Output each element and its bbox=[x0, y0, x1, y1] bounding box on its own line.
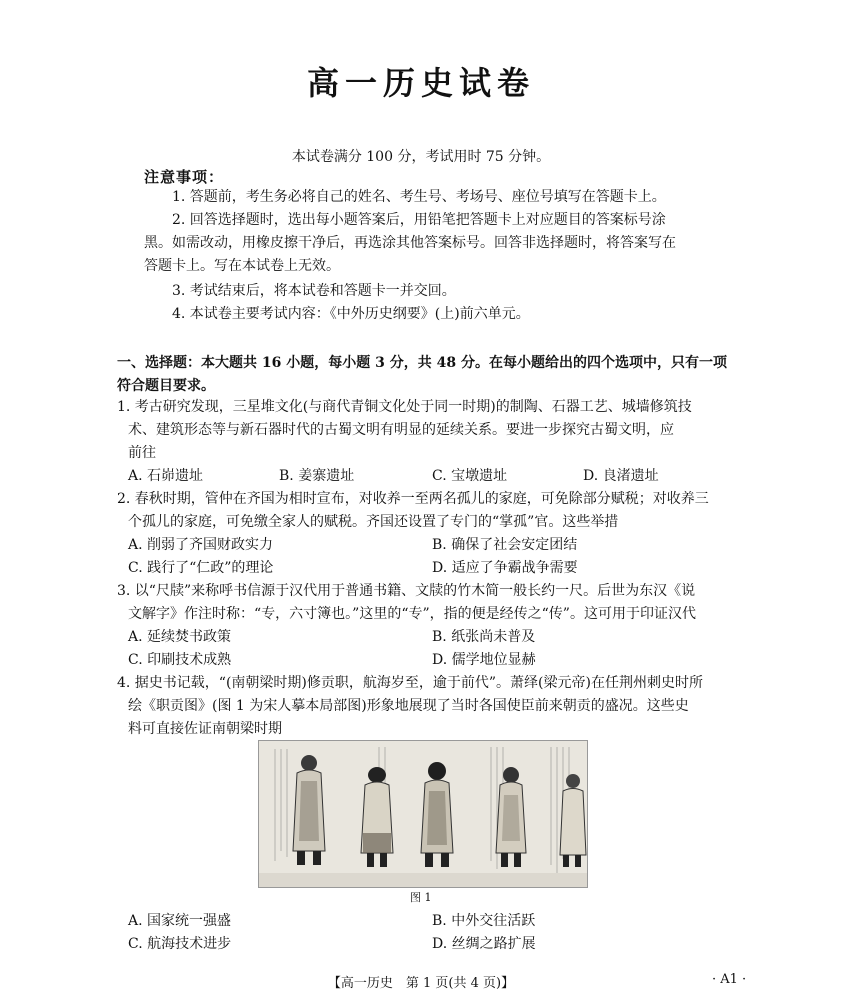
question-1-option-c[interactable]: C. 宝墩遗址 bbox=[432, 468, 508, 484]
painting-illustration bbox=[259, 741, 587, 887]
notice-item: 答题卡上。写在本试卷上无效。 bbox=[144, 258, 340, 274]
question-4-option-b[interactable]: B. 中外交往活跃 bbox=[432, 913, 536, 929]
figure-caption: 图 1 bbox=[410, 891, 432, 904]
question-4-option-a[interactable]: A. 国家统一强盛 bbox=[128, 913, 232, 929]
notice-item: 2. 回答选择题时，选出每小题答案后，用铅笔把答题卡上对应题目的答案标号涂 bbox=[172, 212, 666, 228]
question-3-option-b[interactable]: B. 纸张尚未普及 bbox=[432, 629, 536, 645]
question-2-option-b[interactable]: B. 确保了社会安定团结 bbox=[432, 537, 578, 553]
question-2-option-c[interactable]: C. 践行了“仁政”的理论 bbox=[128, 560, 274, 576]
tribute-painting-figure bbox=[258, 740, 588, 888]
question-2-option-d[interactable]: D. 适应了争霸战争需要 bbox=[432, 560, 578, 576]
question-3-line: 文解字》作注时称：“专，六寸簿也。”这里的“专”，指的便是经传之“传”。这可用于印证汉代 bbox=[128, 606, 696, 622]
question-3-option-c[interactable]: C. 印刷技术成熟 bbox=[128, 652, 232, 668]
question-3-line: 3. 以“尺牍”来称呼书信源于汉代用于普通书籍、文牍的竹木简一般长约一尺。后世为东汉《说 bbox=[117, 583, 696, 599]
question-3-option-a[interactable]: A. 延续焚书政策 bbox=[128, 629, 232, 645]
notice-item: 1. 答题前，考生务必将自己的姓名、考生号、考场号、座位号填写在答题卡上。 bbox=[172, 189, 666, 205]
question-4-option-d[interactable]: D. 丝绸之路扩展 bbox=[432, 936, 536, 952]
question-3-option-d[interactable]: D. 儒学地位显赫 bbox=[432, 652, 536, 668]
notice-item: 4. 本试卷主要考试内容：《中外历史纲要》(上)前六单元。 bbox=[172, 306, 530, 322]
question-1-line: 术、建筑形态等与新石器时代的古蜀文明有明显的延续关系。要进一步探究古蜀文明，应 bbox=[128, 422, 674, 438]
question-4-line: 绘《职贡图》(图 1 为宋人摹本局部图)形象地展现了当时各国使臣前来朝贡的盛况。这些史 bbox=[128, 698, 689, 714]
question-2-line: 2. 春秋时期，管仲在齐国为相时宣布，对收养一至两名孤儿的家庭，可免除部分赋税；对收养三 bbox=[117, 491, 709, 507]
notice-item: 黑。如需改动，用橡皮擦干净后，再选涂其他答案标号。回答非选择题时，将答案写在 bbox=[144, 235, 676, 251]
paper-code: · A1 · bbox=[712, 972, 747, 987]
section-heading: 一、选择题：本大题共 16 小题，每小题 3 分，共 48 分。在每小题给出的四个选项中，只有一项符合题目要求。 bbox=[117, 355, 727, 394]
question-4-line: 料可直接佐证南朝梁时期 bbox=[128, 721, 282, 737]
notice-heading: 注意事项： bbox=[144, 168, 225, 186]
exam-meta: 本试卷满分 100 分，考试用时 75 分钟。 bbox=[291, 149, 551, 165]
question-2-option-a[interactable]: A. 削弱了齐国财政实力 bbox=[128, 537, 274, 553]
page-footer: 【高一历史 第 1 页(共 4 页)】 bbox=[327, 976, 515, 991]
question-1-line: 前往 bbox=[128, 445, 156, 461]
question-1-option-a[interactable]: A. 石峁遗址 bbox=[128, 468, 204, 484]
exam-title: 高一历史试卷 bbox=[306, 64, 535, 102]
question-4-option-c[interactable]: C. 航海技术进步 bbox=[128, 936, 232, 952]
notice-item: 3. 考试结束后，将本试卷和答题卡一并交回。 bbox=[172, 283, 456, 299]
question-4-line: 4. 据史书记载，“(南朝梁时期)修贡职，航海岁至，逾于前代”。萧绎(梁元帝)在任荆州刺史时所 bbox=[117, 675, 703, 691]
question-1-line: 1. 考古研究发现，三星堆文化(与商代青铜文化处于同一时期)的制陶、石器工艺、城墙修筑技 bbox=[117, 399, 692, 415]
question-1-option-b[interactable]: B. 姜寨遗址 bbox=[279, 468, 355, 484]
question-2-line: 个孤儿的家庭，可免缴全家人的赋税。齐国还设置了专门的“掌孤”官。这些举措 bbox=[128, 514, 619, 530]
question-1-option-d[interactable]: D. 良渚遗址 bbox=[583, 468, 659, 484]
